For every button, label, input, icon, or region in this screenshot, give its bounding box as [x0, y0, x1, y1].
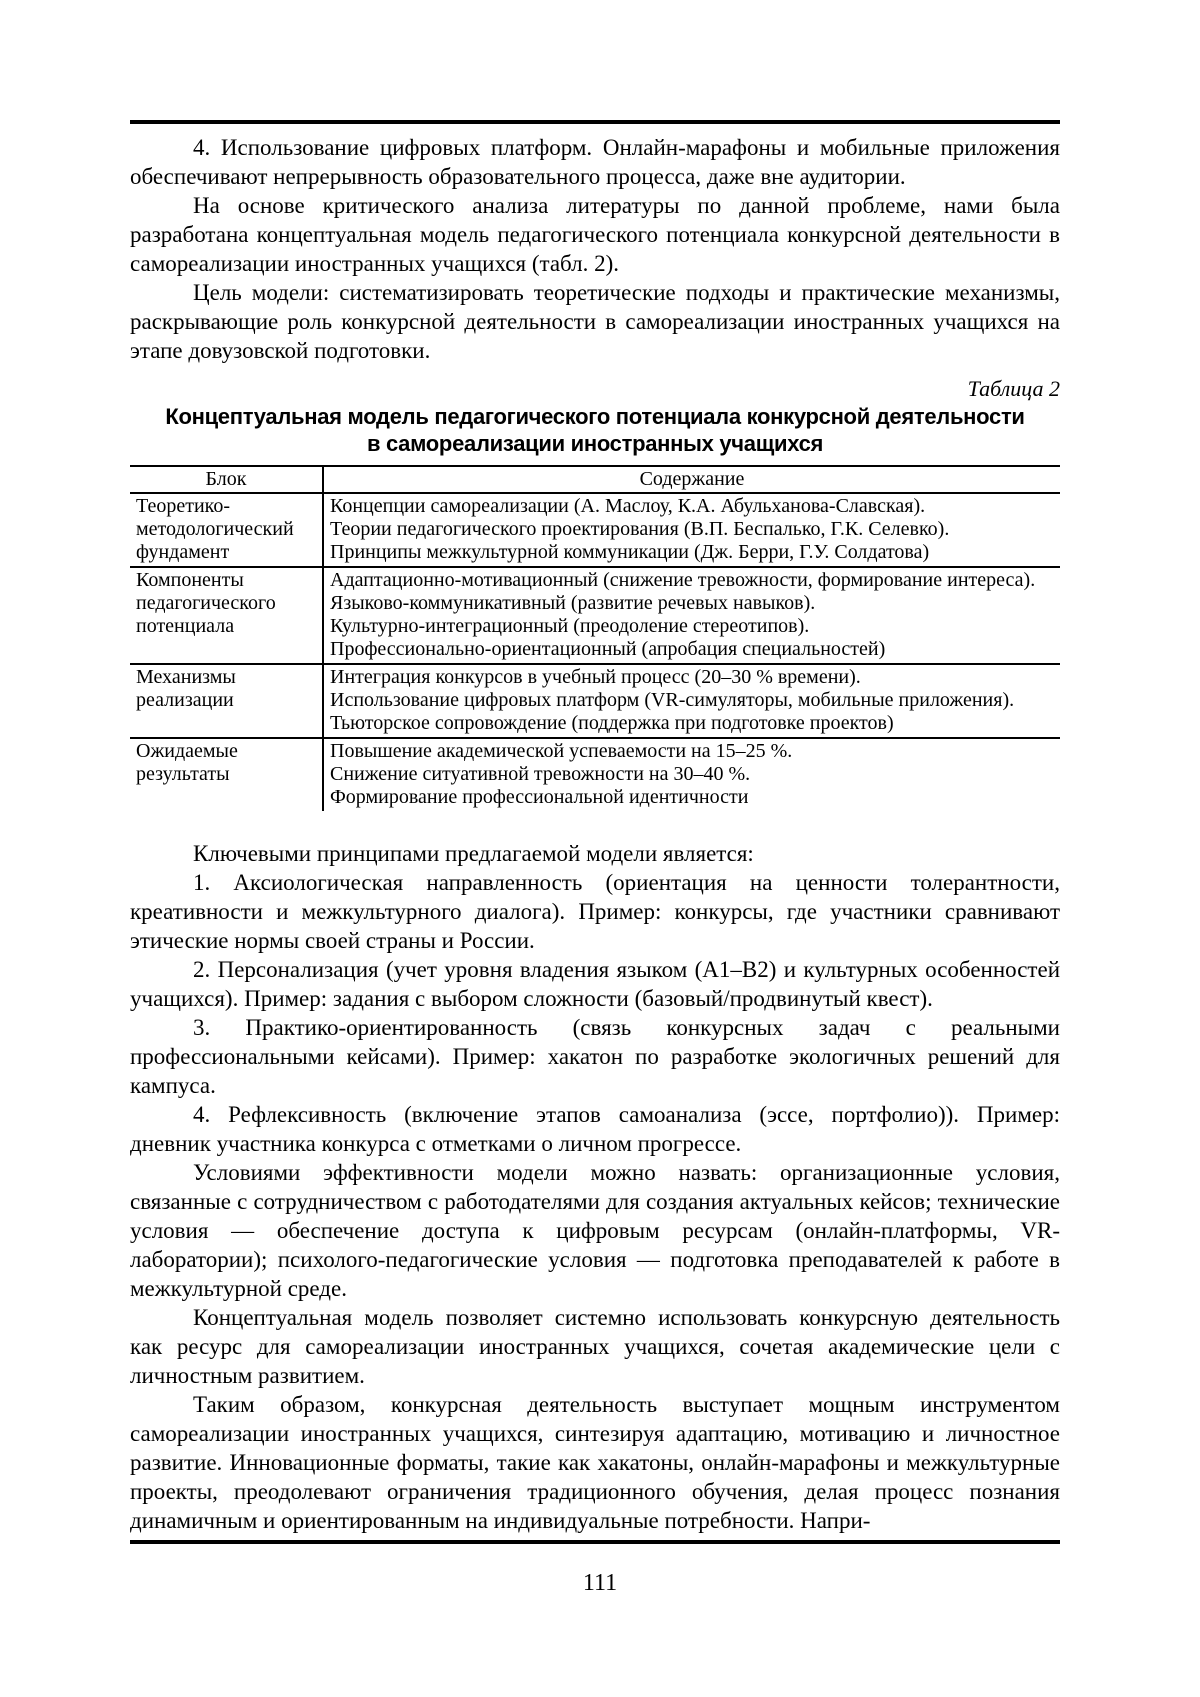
paragraph: 3. Практико-ориентированность (связь конкурсных задач с реальными профессиональными кейсами). Пример: хакатон по разработке экологичных решений для кампуса. [130, 1015, 1060, 1098]
content-cell [323, 664, 1060, 738]
content-line: Интеграция конкурсов в учебный процесс (20–30 % времени). [330, 666, 861, 688]
content-line: Теории педагогического проектирования (В.П. Беспалько, Г.К. Селевко). [330, 518, 950, 540]
content-cell [323, 493, 1060, 567]
table-title [130, 403, 1060, 457]
paragraph: Цель модели: систематизировать теоретические подходы и практические механизмы, раскрывающие роль конкурсной деятельности в самореализации иностранных учащихся на этапе довузовской подготовки. [130, 280, 1060, 363]
paragraph: На основе критического анализа литературы по данной проблеме, нами была разработана концептуальная модель педагогического потенциала конкурсной деятельности в самореализации иностранных учащихся (табл. 2). [130, 193, 1060, 276]
content-line: Повышение академической успеваемости на 15–25 %. [330, 740, 793, 762]
content-cell [323, 738, 1060, 811]
content-line: Концепции самореализации (А. Маслоу, К.А. Абульханова-Славская). [330, 495, 926, 517]
paragraph: Ключевыми принципами предлагаемой модели является: [193, 841, 754, 866]
table-header-row [130, 466, 1060, 493]
page-number: 111 [582, 1570, 618, 1596]
content-line: Снижение ситуативной тревожности на 30–40 %. [330, 763, 751, 785]
content-line: Формирование профессиональной идентичности [330, 786, 749, 808]
model-table [130, 465, 1060, 811]
table-row [130, 567, 1060, 664]
content-line: Использование цифровых платформ (VR-симуляторы, мобильные приложения). [330, 689, 1015, 711]
content-line: Адаптационно-мотивационный (снижение тревожности, формирование интереса). [330, 569, 1036, 591]
column-header-content: Содержание [323, 466, 1060, 493]
bottom-paragraphs [130, 839, 1060, 1535]
paragraph: Таким образом, конкурсная деятельность выступает мощным инструментом самореализации иностранных учащихся, синтезируя адаптацию, мотивацию и личностное развитие. Инновационные форматы, такие как хакатоны, онлайн-марафоны и межкультурные проекты, преодолевают ограничения традиционного обучения, делая процесс познания динамичным и ориентированным на индивидуальные потребности. Напри- [130, 1392, 1060, 1533]
paragraph: Концептуальная модель позволяет системно использовать конкурсную деятельность как ресурс для самореализации иностранных учащихся, сочетая академические цели с личностным развитием. [130, 1305, 1060, 1388]
block-cell: Компоненты педагогического потенциала [130, 567, 323, 664]
paragraph: 4. Использование цифровых платформ. Онлайн-марафоны и мобильные приложения обеспечивают непрерывность образовательного процесса, даже вне аудитории. [130, 135, 1060, 189]
table-row [130, 738, 1060, 811]
content-line: Культурно-интеграционный (преодоление стереотипов). [330, 615, 810, 637]
table-row [130, 664, 1060, 738]
paragraph: 2. Персонализация (учет уровня владения языком (A1–B2) и культурных особенностей учащихся). Пример: задания с выбором сложности (базовый/продвинутый квест). [130, 957, 1060, 1011]
table-caption: Таблица 2 [967, 376, 1060, 401]
table-title-line2: в самореализации иностранных учащихся [366, 431, 824, 456]
paragraph: 1. Аксиологическая направленность (ориентация на ценности толерантности, креативности и межкультурного диалога). Пример: конкурсы, где участники сравнивают этические нормы своей страны и России. [130, 870, 1060, 953]
content-line: Тьюторское сопровождение (поддержка при подготовке проектов) [330, 712, 894, 734]
content-cell [323, 567, 1060, 664]
block-cell: Ожидаемые результаты [130, 738, 323, 811]
paragraph: 4. Рефлексивность (включение этапов самоанализа (эссе, портфолио)). Пример: дневник участника конкурса с отметками о личном прогрессе. [130, 1102, 1060, 1156]
paragraph: Условиями эффективности модели можно назвать: организационные условия, связанные с сотрудничеством с работодателями для создания актуальных кейсов; технические условия — обеспечение доступа к цифровым ресурсам (онлайн-платформы, VR-лаборатории); психолого-педагогические условия — подготовка преподавателей к работе в межкультурной среде. [130, 1160, 1060, 1301]
content-line: Принципы межкультурной коммуникации (Дж. Берри, Г.У. Солдатова) [330, 541, 930, 563]
content-line: Профессионально-ориентационный (апробация специальностей) [330, 638, 886, 660]
header-rule [130, 120, 1060, 124]
table-title-line1: Концептуальная модель педагогического потенциала конкурсной деятельности [165, 404, 1025, 429]
block-cell: Теоретико-методологический фундамент [130, 493, 323, 567]
content-line: Языково-коммуникативный (развитие речевых навыков). [330, 592, 816, 614]
column-header-block: Блок [130, 466, 323, 493]
page-content [130, 133, 1060, 1535]
block-cell: Механизмы реализации [130, 664, 323, 738]
table-row [130, 493, 1060, 567]
footer-rule [130, 1540, 1060, 1544]
